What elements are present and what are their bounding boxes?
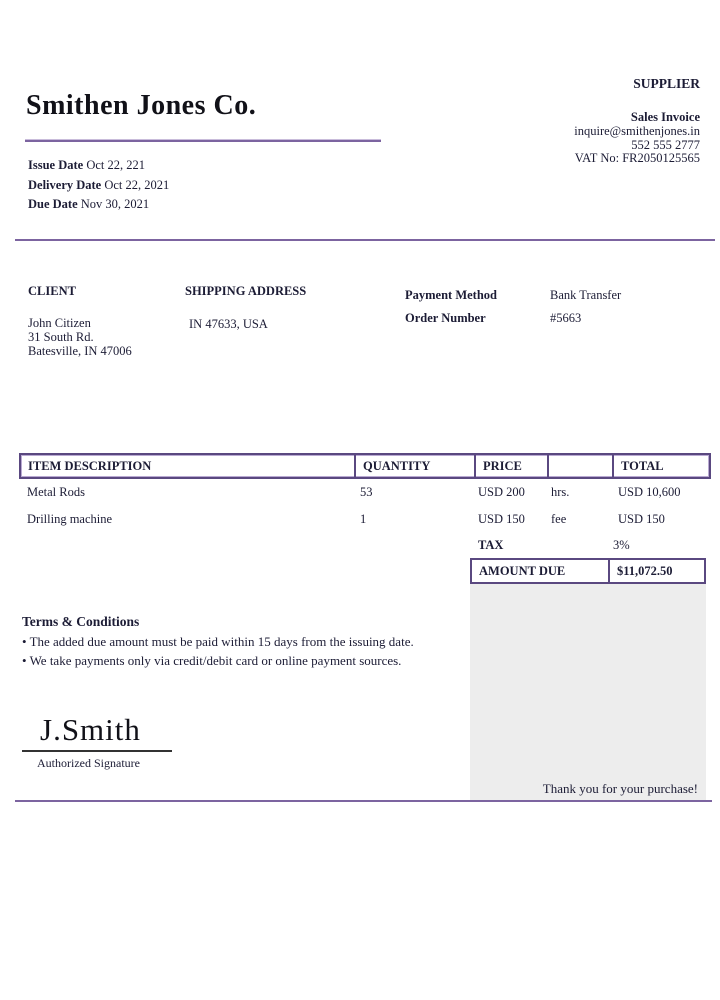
- thank-you-message: Thank you for your purchase!: [542, 781, 698, 796]
- signature-name: J.Smith: [40, 712, 141, 747]
- column-header-price: PRICE: [474, 455, 547, 477]
- supplier-email: inquire@smithenjones.in: [574, 123, 700, 138]
- client-address-line2: Batesville, IN 47006: [28, 344, 132, 358]
- terms-title: Terms & Conditions: [22, 614, 140, 629]
- client-heading: CLIENT: [28, 284, 76, 298]
- table-row: [19, 512, 711, 528]
- item-price: USD 150: [478, 512, 525, 526]
- delivery-date-value: Oct 22, 2021: [104, 177, 170, 192]
- supplier-phone: 552 555 2777: [631, 137, 700, 152]
- client-address-line1: 31 South Rd.: [28, 330, 94, 344]
- signature-label: Authorized Signature: [37, 756, 140, 770]
- summary-panel: [470, 558, 706, 801]
- terms-item: • The added due amount must be paid within 15 days from the issuing date.: [22, 633, 414, 649]
- delivery-date-row: [28, 176, 169, 196]
- invoice-dates: [28, 156, 169, 215]
- invoice-type-label: Sales Invoice: [630, 110, 700, 124]
- tax-row: [19, 538, 711, 554]
- order-number-row: [405, 307, 705, 330]
- payment-method-label: Payment Method: [405, 288, 497, 302]
- item-quantity: 53: [360, 485, 373, 499]
- footer-divider: [15, 800, 712, 802]
- item-total: USD 10,600: [618, 485, 681, 499]
- terms-item: • We take payments only via credit/debit card or online payment sources.: [22, 653, 402, 668]
- item-total: USD 150: [618, 512, 665, 526]
- issue-date-label: Issue Date: [28, 158, 84, 172]
- supplier-details: [400, 111, 700, 166]
- item-description: Drilling machine: [27, 512, 113, 526]
- column-header-quantity: QUANTITY: [354, 455, 474, 477]
- amount-due-label: AMOUNT DUE: [479, 563, 566, 578]
- payment-info: [405, 284, 705, 329]
- payment-method-value: Bank Transfer: [550, 288, 622, 302]
- due-date-value: Nov 30, 2021: [80, 197, 150, 211]
- payment-method-row: [405, 284, 705, 307]
- terms-and-conditions: [22, 612, 492, 671]
- order-number-value: #5663: [550, 310, 582, 325]
- due-date-row: [28, 195, 169, 215]
- delivery-date-label: Delivery Date: [28, 177, 102, 192]
- signature-line: [22, 750, 172, 752]
- item-description: Metal Rods: [27, 485, 85, 499]
- supplier-vat: VAT No: FR2050125565: [574, 151, 700, 166]
- amount-due-value: $11,072.50: [608, 560, 704, 582]
- supplier-heading: SUPPLIER: [633, 76, 700, 91]
- shipping-address: IN 47633, USA: [189, 317, 268, 331]
- column-header-total: TOTAL: [612, 455, 709, 477]
- tax-label: TAX: [478, 538, 504, 552]
- company-name: Smithen Jones Co.: [26, 90, 257, 121]
- client-name: John Citizen: [28, 316, 91, 330]
- order-number-label: Order Number: [405, 310, 486, 325]
- issue-date-row: [28, 156, 169, 176]
- items-table-header: [19, 453, 711, 479]
- table-row: [19, 485, 711, 501]
- header-divider: [15, 239, 715, 241]
- tax-value: 3%: [613, 538, 630, 552]
- item-unit: hrs.: [551, 485, 570, 499]
- item-unit: fee: [551, 512, 567, 526]
- column-header-item-description: ITEM DESCRIPTION: [28, 458, 152, 473]
- item-quantity: 1: [360, 512, 367, 526]
- issue-date-value: Oct 22, 221: [86, 158, 146, 172]
- shipping-heading: SHIPPING ADDRESS: [185, 284, 307, 298]
- item-price: USD 200: [478, 485, 525, 499]
- due-date-label: Due Date: [28, 197, 78, 211]
- client-details: [28, 316, 132, 358]
- amount-due-row: [470, 558, 706, 584]
- column-header-unit: [547, 455, 612, 477]
- company-underline: [25, 140, 381, 142]
